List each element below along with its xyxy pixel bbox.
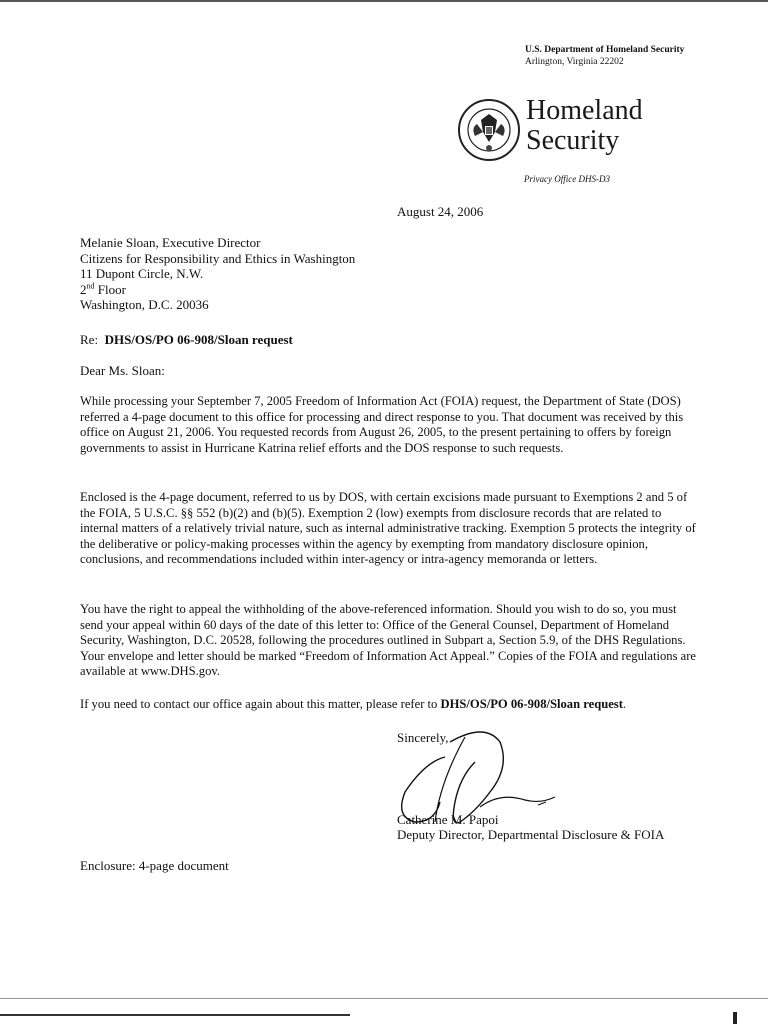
dhs-seal-icon (457, 98, 521, 162)
recipient-name: Melanie Sloan, Executive Director (80, 235, 261, 250)
enclosure-note: Enclosure: 4-page document (80, 858, 229, 873)
wordmark-line-2: Security (526, 125, 620, 156)
department-location: Arlington, Virginia 22202 (525, 57, 624, 67)
reference-repeat: DHS/OS/PO 06-908/Sloan request (440, 697, 623, 711)
recipient-city: Washington, D.C. 20036 (80, 297, 209, 313)
salutation: Dear Ms. Sloan: (80, 363, 165, 378)
body-paragraph-3: You have the right to appeal the withholding of the above-referenced information. Should you wish to do so, you must send your appeal within 60 days of the date of this letter to: Office of the General Counsel, Department of Homeland Security, Washington, D.C. 20528, following the procedures outlined in Subpart a, Section 5.9, of the DHS Regulations. Your envelope and letter should be marked “Freedom of Information Act Appeal.” Copies of the FOIA and regulations are available at www.DHS.gov. (80, 602, 697, 679)
signer-name: Catherine M. Papoi (397, 812, 499, 827)
department-name: U.S. Department of Homeland Security (525, 45, 685, 55)
body-paragraph-4: If you need to contact our office again about this matter, please refer to DHS/OS/PO 06-908/Sloan request. (80, 697, 627, 711)
office-designation: Privacy Office DHS-D3 (524, 174, 610, 184)
wordmark-line-1: Homeland (526, 95, 643, 126)
reference-value: DHS/OS/PO 06-908/Sloan request (104, 332, 293, 347)
agency-wordmark (526, 96, 643, 156)
reference-label: Re: (80, 332, 99, 347)
scan-top-edge (0, 0, 768, 2)
recipient-address (80, 235, 355, 313)
scan-bottom-line (0, 998, 768, 999)
reference-line (80, 332, 293, 348)
scan-bottom-edge (0, 1014, 350, 1016)
body-paragraph-2: Enclosed is the 4-page document, referred to us by DOS, with certain excisions made pursuant to Exemptions 2 and 5 of the FOIA, 5 U.S.C. §§ 552 (b)(2) and (b)(5). Exemption 2 (low) exempts from disclosure records that are related to internal matters of a relatively trivial nature, such as internal administrative tracking. Exemption 5 protects the integrity of the deliberative or policy-making processes within the agency by exempting from mandatory disclosure opinion, conclusions, and recommendations included within inter-agency or intra-agency memoranda or letters. (80, 490, 696, 567)
recipient-organization: Citizens for Responsibility and Ethics in Washington (80, 250, 356, 266)
signer-title: Deputy Director, Departmental Disclosure & FOIA (397, 827, 665, 842)
recipient-street: 11 Dupont Circle, N.W. (80, 266, 204, 282)
letter-date: August 24, 2006 (397, 204, 484, 219)
recipient-floor: 2nd Floor (80, 281, 126, 297)
body-paragraph-1: While processing your September 7, 2005 Freedom of Information Act (FOIA) request, the Department of State (DOS) referred a 4-page document to this office for processing and direct response to you. That document was received by this office on August 21, 2006. You requested records from August 26, 2005, to the present pertaining to offers by foreign governments to assist in Hurricane Katrina relief efforts and the DOS response to such requests. (80, 394, 684, 455)
scan-corner-mark (733, 1012, 737, 1024)
department-address-block (525, 44, 684, 68)
closing: Sincerely, (397, 730, 449, 745)
